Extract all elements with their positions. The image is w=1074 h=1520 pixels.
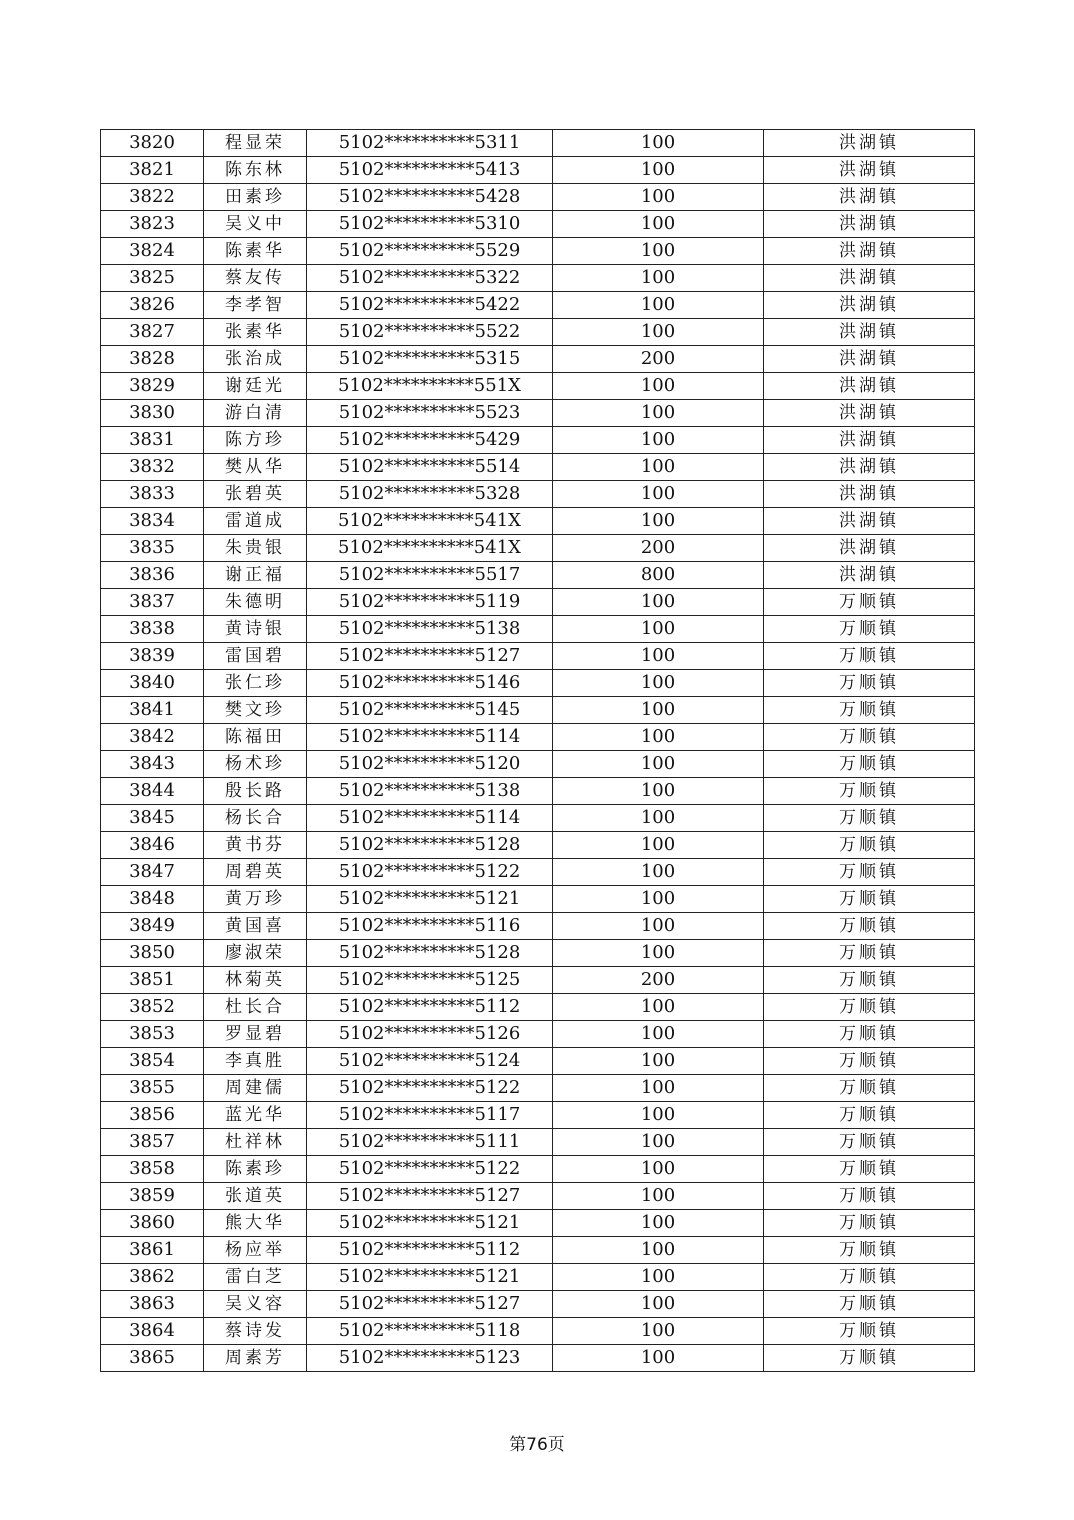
cell-id-number: 5102**********5310 xyxy=(307,211,553,238)
cell-town: 万顺镇 xyxy=(764,1129,975,1156)
table-row xyxy=(101,454,975,481)
cell-town: 万顺镇 xyxy=(764,1210,975,1237)
cell-serial-number: 3825 xyxy=(101,265,204,292)
cell-town: 万顺镇 xyxy=(764,751,975,778)
cell-town: 万顺镇 xyxy=(764,616,975,643)
table-row xyxy=(101,751,975,778)
cell-amount: 100 xyxy=(553,373,764,400)
cell-amount: 100 xyxy=(553,1075,764,1102)
cell-person-name: 周碧英 xyxy=(204,859,307,886)
cell-town: 万顺镇 xyxy=(764,643,975,670)
cell-id-number: 5102**********5123 xyxy=(307,1345,553,1372)
cell-town: 洪湖镇 xyxy=(764,265,975,292)
cell-id-number: 5102**********5138 xyxy=(307,616,553,643)
cell-person-name: 蓝光华 xyxy=(204,1102,307,1129)
cell-id-number: 5102**********5127 xyxy=(307,643,553,670)
cell-amount: 100 xyxy=(553,805,764,832)
cell-amount: 100 xyxy=(553,751,764,778)
cell-id-number: 5102**********541X xyxy=(307,535,553,562)
cell-id-number: 5102**********5118 xyxy=(307,1318,553,1345)
cell-id-number: 5102**********5116 xyxy=(307,913,553,940)
cell-amount: 100 xyxy=(553,913,764,940)
cell-serial-number: 3822 xyxy=(101,184,204,211)
cell-town: 洪湖镇 xyxy=(764,130,975,157)
cell-amount: 100 xyxy=(553,724,764,751)
cell-amount: 100 xyxy=(553,454,764,481)
cell-amount: 100 xyxy=(553,427,764,454)
cell-amount: 100 xyxy=(553,832,764,859)
cell-id-number: 5102**********5311 xyxy=(307,130,553,157)
cell-id-number: 5102**********5117 xyxy=(307,1102,553,1129)
cell-amount: 800 xyxy=(553,562,764,589)
cell-id-number: 5102**********5529 xyxy=(307,238,553,265)
table-row xyxy=(101,670,975,697)
roster-table-body xyxy=(101,130,975,1372)
cell-amount: 100 xyxy=(553,643,764,670)
cell-serial-number: 3840 xyxy=(101,670,204,697)
cell-id-number: 5102**********5112 xyxy=(307,994,553,1021)
cell-serial-number: 3820 xyxy=(101,130,204,157)
table-row xyxy=(101,373,975,400)
cell-amount: 100 xyxy=(553,211,764,238)
table-row xyxy=(101,400,975,427)
table-row xyxy=(101,940,975,967)
cell-amount: 100 xyxy=(553,859,764,886)
cell-person-name: 张素华 xyxy=(204,319,307,346)
cell-town: 万顺镇 xyxy=(764,589,975,616)
cell-amount: 100 xyxy=(553,1048,764,1075)
cell-id-number: 5102**********5146 xyxy=(307,670,553,697)
cell-town: 万顺镇 xyxy=(764,1021,975,1048)
cell-person-name: 雷国碧 xyxy=(204,643,307,670)
cell-person-name: 杨应举 xyxy=(204,1237,307,1264)
cell-person-name: 蔡诗发 xyxy=(204,1318,307,1345)
table-row xyxy=(101,319,975,346)
table-row xyxy=(101,832,975,859)
table-row xyxy=(101,157,975,184)
cell-person-name: 陈东林 xyxy=(204,157,307,184)
cell-town: 洪湖镇 xyxy=(764,454,975,481)
cell-serial-number: 3824 xyxy=(101,238,204,265)
cell-amount: 100 xyxy=(553,481,764,508)
cell-serial-number: 3845 xyxy=(101,805,204,832)
cell-person-name: 樊文珍 xyxy=(204,697,307,724)
cell-serial-number: 3859 xyxy=(101,1183,204,1210)
cell-id-number: 5102**********5119 xyxy=(307,589,553,616)
cell-person-name: 张仁珍 xyxy=(204,670,307,697)
table-row xyxy=(101,724,975,751)
cell-serial-number: 3850 xyxy=(101,940,204,967)
cell-town: 洪湖镇 xyxy=(764,481,975,508)
table-row xyxy=(101,643,975,670)
cell-amount: 100 xyxy=(553,778,764,805)
cell-serial-number: 3858 xyxy=(101,1156,204,1183)
cell-town: 洪湖镇 xyxy=(764,238,975,265)
cell-town: 洪湖镇 xyxy=(764,373,975,400)
cell-person-name: 雷道成 xyxy=(204,508,307,535)
table-row xyxy=(101,1237,975,1264)
cell-serial-number: 3833 xyxy=(101,481,204,508)
cell-town: 洪湖镇 xyxy=(764,184,975,211)
cell-amount: 100 xyxy=(553,1291,764,1318)
cell-id-number: 5102**********551X xyxy=(307,373,553,400)
cell-town: 万顺镇 xyxy=(764,859,975,886)
cell-town: 洪湖镇 xyxy=(764,211,975,238)
cell-serial-number: 3829 xyxy=(101,373,204,400)
cell-serial-number: 3856 xyxy=(101,1102,204,1129)
cell-serial-number: 3861 xyxy=(101,1237,204,1264)
cell-serial-number: 3841 xyxy=(101,697,204,724)
cell-id-number: 5102**********5522 xyxy=(307,319,553,346)
table-row xyxy=(101,1318,975,1345)
cell-serial-number: 3851 xyxy=(101,967,204,994)
cell-id-number: 5102**********5322 xyxy=(307,265,553,292)
cell-person-name: 陈福田 xyxy=(204,724,307,751)
cell-id-number: 5102**********5413 xyxy=(307,157,553,184)
cell-town: 洪湖镇 xyxy=(764,427,975,454)
table-row xyxy=(101,1021,975,1048)
table-row xyxy=(101,535,975,562)
cell-serial-number: 3823 xyxy=(101,211,204,238)
cell-serial-number: 3844 xyxy=(101,778,204,805)
cell-person-name: 杜长合 xyxy=(204,994,307,1021)
cell-town: 万顺镇 xyxy=(764,1075,975,1102)
cell-serial-number: 3834 xyxy=(101,508,204,535)
cell-serial-number: 3836 xyxy=(101,562,204,589)
table-row xyxy=(101,562,975,589)
cell-town: 洪湖镇 xyxy=(764,562,975,589)
cell-amount: 100 xyxy=(553,157,764,184)
table-row xyxy=(101,1291,975,1318)
cell-id-number: 5102**********5126 xyxy=(307,1021,553,1048)
cell-amount: 100 xyxy=(553,184,764,211)
cell-serial-number: 3832 xyxy=(101,454,204,481)
cell-serial-number: 3864 xyxy=(101,1318,204,1345)
cell-amount: 100 xyxy=(553,292,764,319)
table-row xyxy=(101,265,975,292)
cell-town: 万顺镇 xyxy=(764,913,975,940)
table-row xyxy=(101,481,975,508)
table-row xyxy=(101,1156,975,1183)
cell-id-number: 5102**********5138 xyxy=(307,778,553,805)
table-row xyxy=(101,508,975,535)
table-row xyxy=(101,616,975,643)
cell-id-number: 5102**********5514 xyxy=(307,454,553,481)
cell-town: 万顺镇 xyxy=(764,1156,975,1183)
cell-id-number: 5102**********5127 xyxy=(307,1291,553,1318)
cell-serial-number: 3849 xyxy=(101,913,204,940)
table-row xyxy=(101,697,975,724)
table-row xyxy=(101,1264,975,1291)
cell-serial-number: 3821 xyxy=(101,157,204,184)
table-row xyxy=(101,994,975,1021)
cell-id-number: 5102**********5114 xyxy=(307,724,553,751)
cell-serial-number: 3843 xyxy=(101,751,204,778)
cell-town: 万顺镇 xyxy=(764,832,975,859)
cell-serial-number: 3835 xyxy=(101,535,204,562)
cell-amount: 100 xyxy=(553,265,764,292)
cell-town: 万顺镇 xyxy=(764,1102,975,1129)
cell-person-name: 张治成 xyxy=(204,346,307,373)
cell-serial-number: 3830 xyxy=(101,400,204,427)
cell-town: 洪湖镇 xyxy=(764,292,975,319)
cell-town: 洪湖镇 xyxy=(764,535,975,562)
cell-town: 万顺镇 xyxy=(764,1237,975,1264)
cell-id-number: 5102**********5122 xyxy=(307,859,553,886)
cell-amount: 100 xyxy=(553,1183,764,1210)
cell-id-number: 5102**********5121 xyxy=(307,1210,553,1237)
cell-id-number: 5102**********5111 xyxy=(307,1129,553,1156)
cell-person-name: 朱贵银 xyxy=(204,535,307,562)
cell-serial-number: 3847 xyxy=(101,859,204,886)
cell-person-name: 杨术珍 xyxy=(204,751,307,778)
table-row xyxy=(101,1048,975,1075)
cell-person-name: 周建儒 xyxy=(204,1075,307,1102)
cell-amount: 200 xyxy=(553,346,764,373)
cell-amount: 100 xyxy=(553,1264,764,1291)
cell-person-name: 张道英 xyxy=(204,1183,307,1210)
cell-town: 万顺镇 xyxy=(764,778,975,805)
table-row xyxy=(101,1129,975,1156)
table-row xyxy=(101,913,975,940)
table-row xyxy=(101,805,975,832)
cell-amount: 100 xyxy=(553,319,764,346)
cell-id-number: 5102**********5121 xyxy=(307,1264,553,1291)
cell-person-name: 吴义中 xyxy=(204,211,307,238)
cell-person-name: 李孝智 xyxy=(204,292,307,319)
cell-town: 万顺镇 xyxy=(764,697,975,724)
cell-id-number: 5102**********5124 xyxy=(307,1048,553,1075)
cell-serial-number: 3855 xyxy=(101,1075,204,1102)
cell-person-name: 陈方珍 xyxy=(204,427,307,454)
table-row xyxy=(101,886,975,913)
cell-amount: 100 xyxy=(553,670,764,697)
cell-person-name: 黄诗银 xyxy=(204,616,307,643)
cell-town: 万顺镇 xyxy=(764,886,975,913)
table-row xyxy=(101,967,975,994)
cell-town: 万顺镇 xyxy=(764,1048,975,1075)
cell-town: 洪湖镇 xyxy=(764,319,975,346)
cell-person-name: 雷白芝 xyxy=(204,1264,307,1291)
cell-town: 洪湖镇 xyxy=(764,346,975,373)
cell-person-name: 蔡友传 xyxy=(204,265,307,292)
cell-id-number: 5102**********5328 xyxy=(307,481,553,508)
cell-amount: 100 xyxy=(553,1318,764,1345)
cell-person-name: 陈素华 xyxy=(204,238,307,265)
cell-serial-number: 3828 xyxy=(101,346,204,373)
cell-person-name: 熊大华 xyxy=(204,1210,307,1237)
cell-town: 万顺镇 xyxy=(764,724,975,751)
cell-id-number: 5102**********5120 xyxy=(307,751,553,778)
table-row xyxy=(101,292,975,319)
cell-person-name: 谢正福 xyxy=(204,562,307,589)
table-row xyxy=(101,1102,975,1129)
cell-amount: 100 xyxy=(553,1156,764,1183)
cell-amount: 100 xyxy=(553,616,764,643)
cell-amount: 100 xyxy=(553,1237,764,1264)
cell-serial-number: 3846 xyxy=(101,832,204,859)
table-row xyxy=(101,1345,975,1372)
cell-serial-number: 3842 xyxy=(101,724,204,751)
cell-id-number: 5102**********5112 xyxy=(307,1237,553,1264)
cell-amount: 100 xyxy=(553,940,764,967)
cell-serial-number: 3857 xyxy=(101,1129,204,1156)
cell-person-name: 黄国喜 xyxy=(204,913,307,940)
cell-town: 万顺镇 xyxy=(764,805,975,832)
cell-serial-number: 3839 xyxy=(101,643,204,670)
table-row xyxy=(101,778,975,805)
cell-amount: 100 xyxy=(553,994,764,1021)
cell-town: 万顺镇 xyxy=(764,940,975,967)
cell-person-name: 廖淑荣 xyxy=(204,940,307,967)
table-row xyxy=(101,346,975,373)
cell-town: 洪湖镇 xyxy=(764,157,975,184)
cell-person-name: 吴义容 xyxy=(204,1291,307,1318)
cell-person-name: 朱德明 xyxy=(204,589,307,616)
cell-amount: 100 xyxy=(553,697,764,724)
cell-person-name: 林菊英 xyxy=(204,967,307,994)
cell-person-name: 周素芳 xyxy=(204,1345,307,1372)
cell-person-name: 黄书芬 xyxy=(204,832,307,859)
cell-serial-number: 3831 xyxy=(101,427,204,454)
cell-person-name: 谢廷光 xyxy=(204,373,307,400)
cell-amount: 100 xyxy=(553,1021,764,1048)
page-number: 第76页 xyxy=(509,1435,565,1455)
cell-serial-number: 3848 xyxy=(101,886,204,913)
cell-serial-number: 3860 xyxy=(101,1210,204,1237)
cell-id-number: 5102**********5428 xyxy=(307,184,553,211)
table-row xyxy=(101,1210,975,1237)
cell-id-number: 5102**********5128 xyxy=(307,940,553,967)
cell-amount: 100 xyxy=(553,508,764,535)
table-row xyxy=(101,130,975,157)
cell-id-number: 5102**********5145 xyxy=(307,697,553,724)
cell-amount: 100 xyxy=(553,238,764,265)
cell-amount: 100 xyxy=(553,1102,764,1129)
table-row xyxy=(101,211,975,238)
cell-id-number: 5102**********5122 xyxy=(307,1156,553,1183)
cell-town: 万顺镇 xyxy=(764,1291,975,1318)
cell-town: 万顺镇 xyxy=(764,1264,975,1291)
cell-person-name: 殷长路 xyxy=(204,778,307,805)
cell-serial-number: 3862 xyxy=(101,1264,204,1291)
cell-id-number: 5102**********5122 xyxy=(307,1075,553,1102)
cell-person-name: 罗显碧 xyxy=(204,1021,307,1048)
cell-person-name: 杜祥林 xyxy=(204,1129,307,1156)
cell-amount: 100 xyxy=(553,1210,764,1237)
cell-amount: 100 xyxy=(553,400,764,427)
cell-person-name: 李真胜 xyxy=(204,1048,307,1075)
cell-id-number: 5102**********5517 xyxy=(307,562,553,589)
cell-person-name: 游白清 xyxy=(204,400,307,427)
cell-person-name: 张碧英 xyxy=(204,481,307,508)
cell-town: 万顺镇 xyxy=(764,1318,975,1345)
cell-serial-number: 3863 xyxy=(101,1291,204,1318)
table-row xyxy=(101,427,975,454)
cell-person-name: 程显荣 xyxy=(204,130,307,157)
cell-town: 万顺镇 xyxy=(764,994,975,1021)
cell-serial-number: 3826 xyxy=(101,292,204,319)
cell-id-number: 5102**********5523 xyxy=(307,400,553,427)
cell-person-name: 陈素珍 xyxy=(204,1156,307,1183)
cell-amount: 200 xyxy=(553,967,764,994)
cell-town: 洪湖镇 xyxy=(764,508,975,535)
cell-town: 万顺镇 xyxy=(764,670,975,697)
table-row xyxy=(101,1183,975,1210)
cell-id-number: 5102**********5127 xyxy=(307,1183,553,1210)
cell-serial-number: 3865 xyxy=(101,1345,204,1372)
cell-amount: 100 xyxy=(553,589,764,616)
table-row xyxy=(101,1075,975,1102)
cell-person-name: 樊从华 xyxy=(204,454,307,481)
cell-serial-number: 3837 xyxy=(101,589,204,616)
cell-id-number: 5102**********5125 xyxy=(307,967,553,994)
cell-serial-number: 3853 xyxy=(101,1021,204,1048)
cell-serial-number: 3854 xyxy=(101,1048,204,1075)
cell-person-name: 黄万珍 xyxy=(204,886,307,913)
table-row xyxy=(101,859,975,886)
cell-person-name: 田素珍 xyxy=(204,184,307,211)
cell-town: 洪湖镇 xyxy=(764,400,975,427)
cell-id-number: 5102**********541X xyxy=(307,508,553,535)
cell-town: 万顺镇 xyxy=(764,1183,975,1210)
cell-town: 万顺镇 xyxy=(764,1345,975,1372)
cell-id-number: 5102**********5315 xyxy=(307,346,553,373)
cell-serial-number: 3852 xyxy=(101,994,204,1021)
cell-person-name: 杨长合 xyxy=(204,805,307,832)
roster-table xyxy=(100,129,975,1372)
cell-town: 万顺镇 xyxy=(764,967,975,994)
cell-serial-number: 3838 xyxy=(101,616,204,643)
cell-amount: 100 xyxy=(553,130,764,157)
cell-id-number: 5102**********5121 xyxy=(307,886,553,913)
cell-amount: 100 xyxy=(553,886,764,913)
table-row xyxy=(101,184,975,211)
cell-id-number: 5102**********5114 xyxy=(307,805,553,832)
cell-id-number: 5102**********5128 xyxy=(307,832,553,859)
cell-id-number: 5102**********5429 xyxy=(307,427,553,454)
table-row xyxy=(101,238,975,265)
cell-amount: 200 xyxy=(553,535,764,562)
table-row xyxy=(101,589,975,616)
cell-amount: 100 xyxy=(553,1129,764,1156)
cell-serial-number: 3827 xyxy=(101,319,204,346)
cell-id-number: 5102**********5422 xyxy=(307,292,553,319)
cell-amount: 100 xyxy=(553,1345,764,1372)
